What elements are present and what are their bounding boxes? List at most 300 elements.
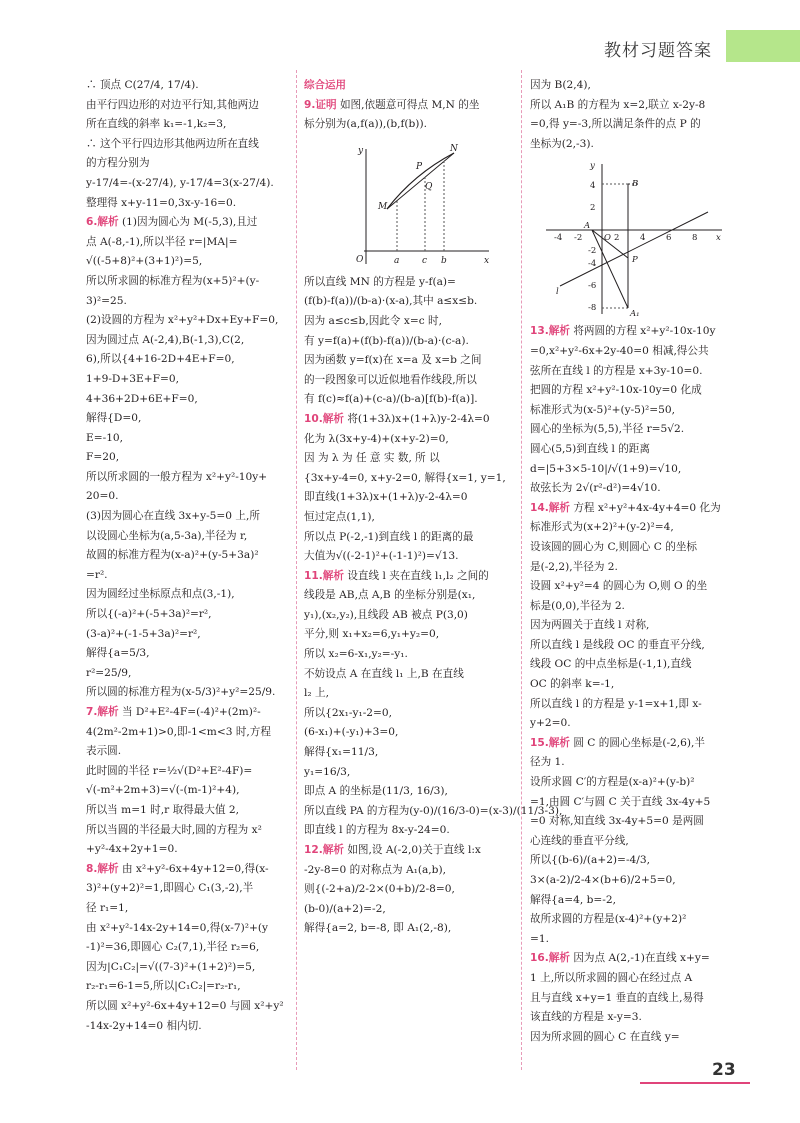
line-text: 当 D²+E²-4F=(-4)²+(2m)²- — [121, 706, 261, 718]
text-line — [530, 558, 742, 578]
footer-accent-bar — [640, 1082, 750, 1084]
text-line — [86, 272, 286, 292]
line-text: r²=25/9, — [86, 666, 132, 679]
line-text: 4(2m²-2m+1)>0,即-1<m<3 时,方程 — [86, 725, 271, 738]
line-text: -14x-2y+14=0 相内切. — [86, 1019, 202, 1032]
text-line — [530, 616, 742, 636]
line-text: 20=0. — [86, 490, 119, 503]
line-text: 解得{a=2, b=-8, 即 A₁(2,-8), — [304, 922, 452, 935]
text-line — [304, 371, 512, 391]
line-text: 所以直线 l 是线段 OC 的垂直平分线, — [530, 638, 705, 651]
line-text: E=-10, — [86, 431, 124, 444]
graph1-label: c — [422, 255, 428, 266]
line-text: 径 r₁=1, — [86, 901, 129, 914]
text-line — [86, 115, 286, 135]
text-line — [304, 586, 512, 606]
graph1-label: a — [394, 255, 400, 266]
line-text: 有 f(c)≈f(a)+(c-a)/(b-a)[f(b)-f(a)]. — [304, 393, 478, 406]
text-line — [304, 96, 512, 116]
line-text: 因 为 λ 为 任 意 实 数, 所 以 — [304, 452, 440, 465]
line-text: 解得{a=4, b=-2, — [530, 893, 616, 906]
text-line — [530, 773, 742, 793]
text-line — [86, 919, 286, 939]
line-text: (3)因为圆心在直线 3x+y-5=0 上,所 — [86, 510, 260, 523]
graph2-label: A₁ — [630, 309, 640, 319]
text-line — [86, 997, 286, 1017]
text-line — [530, 812, 742, 832]
text-line — [530, 115, 742, 135]
line-text: d=|5+3×5-10|/√(1+9)=√10, — [530, 462, 682, 475]
text-line — [530, 636, 742, 656]
text-line — [86, 938, 286, 958]
line-text: 将(1+3λ)x+(1+λ)y-2-4λ=0 — [347, 412, 490, 425]
line-text: (1)因为圆心为 M(-5,3),且过 — [121, 216, 258, 229]
line-text: 不妨设点 A 在直线 l₁ 上,B 在直线 — [304, 667, 464, 680]
graph2-label: -2 — [574, 233, 583, 244]
text-line — [304, 743, 512, 763]
text-line — [86, 1017, 286, 1037]
line-text: 把圆的方程 x²+y²-10x-10y=0 化成 — [530, 384, 702, 397]
line-text: 表示圆. — [86, 745, 122, 758]
line-text: l₂ 上, — [304, 687, 329, 700]
text-line — [530, 479, 742, 499]
text-line — [86, 801, 286, 821]
line-text: 因为函数 y=f(x)在 x=a 及 x=b 之间 — [304, 354, 482, 367]
problem-number: 9.证明 — [304, 98, 337, 111]
line-text: 因为点 A(2,-1)在直线 x+y= — [573, 952, 710, 965]
line-text: 将两圆的方程 x²+y²-10x-10y — [573, 325, 716, 338]
graph2-label: B — [632, 179, 639, 190]
text-line — [304, 625, 512, 645]
line-text: 因为圆过点 A(-2,4),B(-1,3),C(2, — [86, 333, 245, 346]
section-heading: 综合运用 — [304, 79, 346, 91]
line-text: 所以所求圆的标准方程为(x+5)²+(y- — [86, 274, 260, 287]
text-line — [86, 429, 286, 449]
line-text: 圆 C 的圆心坐标是(-2,6),半 — [573, 736, 705, 749]
line-text: 径为 1. — [530, 756, 565, 769]
line-text: 所以直线 MN 的方程是 y-f(a)= — [304, 275, 456, 288]
line-text: 是(-2,2),半径为 2. — [530, 560, 618, 573]
line-text: y+2=0. — [530, 717, 571, 730]
line-text: 3×(a-2)/2-4×(b+6)/2+5=0, — [530, 874, 676, 886]
graph2-label: x — [716, 233, 721, 244]
text-line — [530, 714, 742, 734]
text-line — [86, 233, 286, 253]
line-text: =1. — [530, 932, 549, 945]
text-line — [530, 362, 742, 382]
text-line — [304, 547, 512, 567]
coordinate-graph-figure — [530, 158, 730, 318]
text-line — [304, 430, 512, 450]
text-line — [304, 919, 512, 939]
problem-number: 14.解析 — [530, 501, 570, 514]
text-line — [86, 585, 286, 605]
text-line — [86, 292, 286, 312]
text-line — [530, 753, 742, 773]
line-text: 整理得 x+y-11=0,3x-y-16=0. — [86, 196, 237, 209]
text-line — [86, 370, 286, 390]
text-line — [304, 508, 512, 528]
text-line — [304, 763, 512, 783]
text-line — [304, 292, 512, 312]
graph2-label: y — [590, 161, 595, 172]
text-line — [86, 390, 286, 410]
graph2-label: -4 — [554, 233, 563, 244]
line-text: 由平行四边形的对边平行知,其他两边 — [86, 98, 259, 111]
line-text: 3)²+(y+2)²=1,即圆心 C₁(3,-2),半 — [86, 882, 254, 895]
line-text: 故所求圆的方程是(x-4)²+(y+2)² — [530, 913, 687, 926]
text-line — [304, 880, 512, 900]
line-text: 以设圆心坐标为(a,5-3a),半径为 r, — [86, 529, 248, 542]
line-text: 因为|C₁C₂|=√((7-3)²+(1+2)²)=5, — [86, 960, 256, 973]
text-line — [304, 841, 512, 861]
line-text: 设所求圆 C′的方程是(x-a)²+(y-b)² — [530, 776, 695, 789]
text-line — [530, 538, 742, 558]
text-line — [530, 910, 742, 930]
line-text: -1)²=36,即圆心 C₂(7,1),半径 r₂=6, — [86, 941, 260, 954]
line-text: 所以 A₁B 的方程为 x=2,联立 x-2y-8 — [530, 98, 706, 111]
text-line — [304, 449, 512, 469]
text-line — [304, 821, 512, 841]
text-line — [86, 135, 286, 155]
line-text: 化为 λ(3x+y-4)+(x+y-2)=0, — [304, 432, 449, 445]
text-line — [530, 96, 742, 116]
line-text: y₁),(x₂,y₂),且线段 AB 被点 P(3,0) — [304, 608, 468, 621]
line-text: 所在直线的斜率 k₁=-1,k₂=3, — [86, 118, 227, 131]
line-text: =0,得 y=-3,所以满足条件的点 P 的 — [530, 118, 701, 131]
graph2-label: -8 — [588, 303, 597, 314]
graph1-label: M — [378, 201, 388, 212]
line-text: +y²-4x+2y+1=0. — [86, 843, 178, 856]
header-accent-bar — [726, 30, 800, 62]
text-line — [530, 832, 742, 852]
line-text: 设直线 l 夹在直线 l₁,l₂ 之间的 — [347, 569, 489, 582]
text-line — [530, 401, 742, 421]
line-text: 圆心的坐标为(5,5),半径 r=5√2. — [530, 423, 685, 436]
line-text: 所以{2x₁-y₁-2=0, — [304, 706, 393, 719]
text-line — [86, 566, 286, 586]
problem-number: 15.解析 — [530, 736, 570, 749]
text-line — [86, 762, 286, 782]
text-line — [86, 821, 286, 841]
text-line — [304, 410, 512, 430]
line-text: =1,由圆 C′与圆 C 关于直线 3x-4y+5 — [530, 795, 711, 808]
line-text: 所以圆的标准方程为(x-5/3)²+y²=25/9. — [86, 686, 276, 699]
text-line — [86, 174, 286, 194]
text-line — [530, 420, 742, 440]
column-right — [530, 76, 742, 1047]
text-line — [530, 695, 742, 715]
graph2-label: O — [604, 233, 611, 244]
line-text: 标准形式为(x+2)²+(y-2)²=4, — [530, 521, 674, 534]
text-line — [86, 625, 286, 645]
graph2-label: 2 — [614, 233, 620, 244]
text-line — [86, 331, 286, 351]
line-text: 圆心(5,5)到直线 l 的距离 — [530, 442, 650, 455]
text-line — [86, 252, 286, 272]
line-text: {3x+y-4=0, x+y-2=0, 解得{x=1, y=1, — [304, 471, 506, 484]
text-line — [86, 703, 286, 723]
problem-number: 11.解析 — [304, 569, 344, 582]
text-line — [304, 469, 512, 489]
text-line — [530, 734, 742, 754]
line-text: 点 A(-8,-1),所以半径 r=|MA|= — [86, 235, 238, 248]
text-line — [86, 546, 286, 566]
text-line — [304, 351, 512, 371]
line-text: 的一段图象可以近似地看作线段,所以 — [304, 373, 477, 386]
graph1-label: y — [358, 145, 364, 156]
text-line — [530, 793, 742, 813]
column-divider — [521, 70, 522, 1070]
line-text: 因为 a≤c≤b,因此令 x=c 时, — [304, 314, 442, 327]
text-line — [304, 332, 512, 352]
line-text: 即点 A 的坐标是(11/3, 16/3), — [304, 785, 448, 798]
line-text: OC 的斜率 k=-1, — [530, 678, 615, 691]
text-line — [530, 1028, 742, 1048]
header-title: 教材习题答案 — [604, 41, 712, 61]
text-line — [304, 802, 563, 822]
line-text: 所以当圆的半径最大时,圆的方程为 x² — [86, 823, 262, 836]
line-text: 有 y=f(a)+(f(b)-f(a))/(b-a)·(c-a). — [304, 334, 469, 347]
text-line — [530, 76, 742, 96]
graph1-label: b — [441, 255, 447, 266]
graph1-label: N — [450, 143, 458, 154]
line-text: 且与直线 x+y=1 垂直的直线上,易得 — [530, 991, 704, 1004]
graph2-label: 6 — [666, 233, 672, 244]
line-text: (6-x₁)+(-y₁)+3=0, — [304, 726, 399, 739]
text-line — [304, 76, 512, 96]
line-text: 解得{D=0, — [86, 412, 142, 425]
line-text: 4+36+2D+6E+F=0, — [86, 392, 198, 405]
line-text: -2y-8=0 的对称点为 A₁(a,b), — [304, 863, 446, 876]
line-text: 所以点 P(-2,-1)到直线 l 的距离的最 — [304, 530, 474, 543]
line-text: 坐标为(2,-3). — [530, 137, 594, 150]
line-text: √((-5+8)²+(3+1)²)=5, — [86, 255, 203, 268]
line-text: =0 对称,知直线 3x-4y+5=0 是两圆 — [530, 815, 704, 828]
line-text: 3)²=25. — [86, 294, 127, 307]
text-line — [304, 488, 512, 508]
text-line — [530, 322, 742, 342]
graph1-label: O — [356, 254, 364, 265]
graph2-label: l — [556, 287, 559, 298]
line-text: 恒过定点(1,1), — [304, 510, 375, 523]
line-text: 线段 OC 的中点坐标是(-1,1),直线 — [530, 658, 692, 671]
text-line — [304, 528, 512, 548]
line-text: 此时圆的半径 r=½√(D²+E²-4F)= — [86, 764, 253, 777]
line-text: =0,x²+y²-6x+2y-40=0 相减,得公共 — [530, 344, 709, 357]
line-text: 故圆的标准方程为(x-a)²+(y-5+3a)² — [86, 549, 259, 562]
line-text: ∴ 顶点 C(27/4, 17/4). — [86, 79, 199, 91]
line-text: 设圆 x²+y²=4 的圆心为 O,则 O 的坐 — [530, 580, 708, 593]
line-text: 设该圆的圆心为 C,则圆心 C 的坐标 — [530, 540, 698, 553]
line-text: 1+9-D+3E+F=0, — [86, 372, 179, 385]
graph1-label: Q — [425, 181, 433, 192]
line-text: y-17/4=-(x-27/4), y-17/4=3(x-27/4). — [86, 176, 274, 189]
line-text: 如图,依题意可得点 M,N 的坐 — [339, 98, 480, 111]
text-line — [530, 460, 742, 480]
text-line — [86, 605, 286, 625]
line-text: 所以直线 l 的方程是 y-1=x+1,即 x- — [530, 697, 702, 710]
text-line — [530, 135, 742, 155]
column-divider — [296, 70, 297, 1070]
text-line — [530, 655, 742, 675]
text-line — [304, 900, 512, 920]
text-line — [86, 664, 286, 684]
line-text: 平分,则 x₁+x₂=6,y₁+y₂=0, — [304, 628, 440, 641]
line-text: 方程 x²+y²+4x-4y+4=0 化为 — [573, 501, 721, 514]
graph2-label: -4 — [588, 259, 597, 270]
line-text: 因为圆经过坐标原点和点(3,-1), — [86, 588, 235, 601]
text-line — [530, 930, 742, 950]
line-text: 该直线的方程是 x-y=3. — [530, 1011, 642, 1024]
problem-number: 13.解析 — [530, 325, 570, 338]
text-line — [530, 577, 742, 597]
line-text: 故弦长为 2√(r²-d²)=4√10. — [530, 482, 661, 495]
text-line — [530, 518, 742, 538]
line-text: F=20, — [86, 451, 120, 464]
problem-number: 8.解析 — [86, 862, 119, 875]
page-number: 23 — [712, 1060, 736, 1080]
text-line — [530, 969, 742, 989]
line-text: 所以{(-a)²+(-5+3a)²=r², — [86, 608, 212, 621]
problem-number: 6.解析 — [86, 216, 119, 229]
graph2-label: 8 — [692, 233, 698, 244]
graph2-label: P — [632, 255, 638, 266]
text-line — [86, 899, 286, 919]
line-text: 所以所求圆的一般方程为 x²+y²-10y+ — [86, 470, 268, 483]
line-text: 由 x²+y²-6x+4y+12=0,得(x- — [121, 862, 269, 875]
text-line — [304, 665, 512, 685]
text-line — [86, 683, 286, 703]
text-line — [530, 342, 742, 362]
graph2-label: -6 — [588, 281, 597, 292]
line-text: 由 x²+y²-14x-2y+14=0,得(x-7)²+(y — [86, 921, 268, 934]
line-text: 大值为√((-2-1)²+(-1-1)²)=√13. — [304, 550, 459, 563]
line-text: =r². — [86, 568, 108, 581]
line-text: 标分别为(a,f(a)),(b,f(b)). — [304, 118, 427, 131]
line-text: 所以直线 PA 的方程为(y-0)/(16/3-0)=(x-3)/(11/3-3), — [304, 804, 563, 817]
text-line — [304, 115, 512, 135]
line-text: 所以当 m=1 时,r 取得最大值 2, — [86, 803, 240, 816]
line-text: (f(b)-f(a))/(b-a)·(x-a),其中 a≤x≤b. — [304, 295, 478, 308]
text-line — [86, 448, 286, 468]
text-line — [86, 644, 286, 664]
text-line — [530, 1008, 742, 1028]
text-line — [86, 311, 286, 331]
line-text: 所以圆 x²+y²-6x+4y+12=0 与圆 x²+y² — [86, 999, 284, 1012]
text-line — [304, 645, 512, 665]
line-text: 线段是 AB,点 A,B 的坐标分别是(x₁, — [304, 589, 476, 602]
text-line — [530, 871, 742, 891]
column-left — [86, 76, 286, 1036]
line-text: (3-a)²+(-1-5+3a)²=r², — [86, 627, 201, 640]
line-text: 标是(0,0),半径为 2. — [530, 599, 625, 612]
line-text: 弦所在直线 l 的方程是 x+3y-10=0. — [530, 364, 703, 377]
text-line — [530, 381, 742, 401]
text-line — [304, 390, 512, 410]
text-line — [86, 742, 286, 762]
text-line — [86, 527, 286, 547]
line-text: 解得{a=5/3, — [86, 647, 150, 660]
text-line — [86, 154, 286, 174]
text-line — [86, 213, 286, 233]
text-line — [86, 96, 286, 116]
line-text: (2)设圆的方程为 x²+y²+Dx+Ey+F=0, — [86, 314, 279, 327]
line-text: 所以 x₂=6-x₁,y₂=-y₁. — [304, 648, 408, 661]
text-line — [86, 840, 286, 860]
problem-number: 12.解析 — [304, 844, 344, 856]
text-line — [304, 684, 512, 704]
text-line — [530, 891, 742, 911]
line-text: 所以{(b-6)/(a+2)=-4/3, — [530, 854, 650, 867]
line-text: 因为 B(2,4), — [530, 79, 591, 91]
line-text: 则{(-2+a)/2-2×(0+b)/2-8=0, — [304, 883, 455, 896]
line-text: 标准形式为(x-5)²+(y-5)²=50, — [530, 403, 676, 416]
line-text: 即直线 l 的方程为 8x-y-24=0. — [304, 824, 450, 837]
graph1-label: P — [416, 161, 423, 172]
text-line — [86, 487, 286, 507]
text-line — [530, 851, 742, 871]
line-text: 解得{x₁=11/3, — [304, 746, 379, 759]
text-line — [86, 409, 286, 429]
text-line — [304, 723, 512, 743]
line-text: ∴ 这个平行四边形其他两边所在直线 — [86, 137, 259, 150]
line-text: 心连线的垂直平分线, — [530, 834, 629, 847]
text-line — [530, 499, 742, 519]
problem-number: 16.解析 — [530, 952, 570, 965]
line-text: 因为所求圆的圆心 C 在直线 y= — [530, 1030, 680, 1043]
graph2-label: A — [584, 221, 591, 232]
line-text: 即直线(1+3λ)x+(1+λ)y-2-4λ=0 — [304, 491, 468, 504]
graph1-label: x — [484, 255, 490, 266]
line-text: 的方程分别为 — [86, 157, 150, 170]
text-line — [86, 723, 286, 743]
line-text: 如图,设 A(-2,0)关于直线 l:x — [347, 844, 481, 856]
line-text: 6),所以{4+16-2D+4E+F=0, — [86, 353, 235, 366]
text-line — [304, 273, 512, 293]
text-line — [86, 507, 286, 527]
text-line — [304, 312, 512, 332]
graph2-label: 4 — [640, 233, 646, 244]
text-line — [86, 781, 286, 801]
text-line — [86, 958, 286, 978]
text-line — [86, 977, 286, 997]
text-line — [530, 989, 742, 1009]
text-line — [530, 597, 742, 617]
text-line — [530, 440, 742, 460]
line-text: r₂-r₁=6-1=5,所以|C₁C₂|=r₂-r₁, — [86, 980, 241, 993]
graph2-label: 2 — [590, 203, 596, 214]
text-line — [86, 468, 286, 488]
text-line — [304, 861, 512, 881]
text-line — [86, 350, 286, 370]
text-line — [86, 76, 286, 96]
line-text: y₁=16/3, — [304, 765, 351, 778]
line-text: 1 上,所以所求圆的圆心在经过点 A — [530, 971, 693, 984]
problem-number: 7.解析 — [86, 706, 119, 718]
graph2-label: 4 — [590, 181, 596, 192]
text-line — [304, 606, 512, 626]
problem-number: 10.解析 — [304, 412, 344, 425]
text-line — [86, 194, 286, 214]
text-line — [304, 782, 512, 802]
graph2-label: -2 — [588, 246, 597, 257]
text-line — [304, 704, 512, 724]
function-graph-figure — [304, 139, 504, 269]
text-line — [530, 675, 742, 695]
line-text: √(-m²+2m+3)=√(-(m-1)²+4), — [86, 784, 240, 797]
text-line — [530, 949, 742, 969]
